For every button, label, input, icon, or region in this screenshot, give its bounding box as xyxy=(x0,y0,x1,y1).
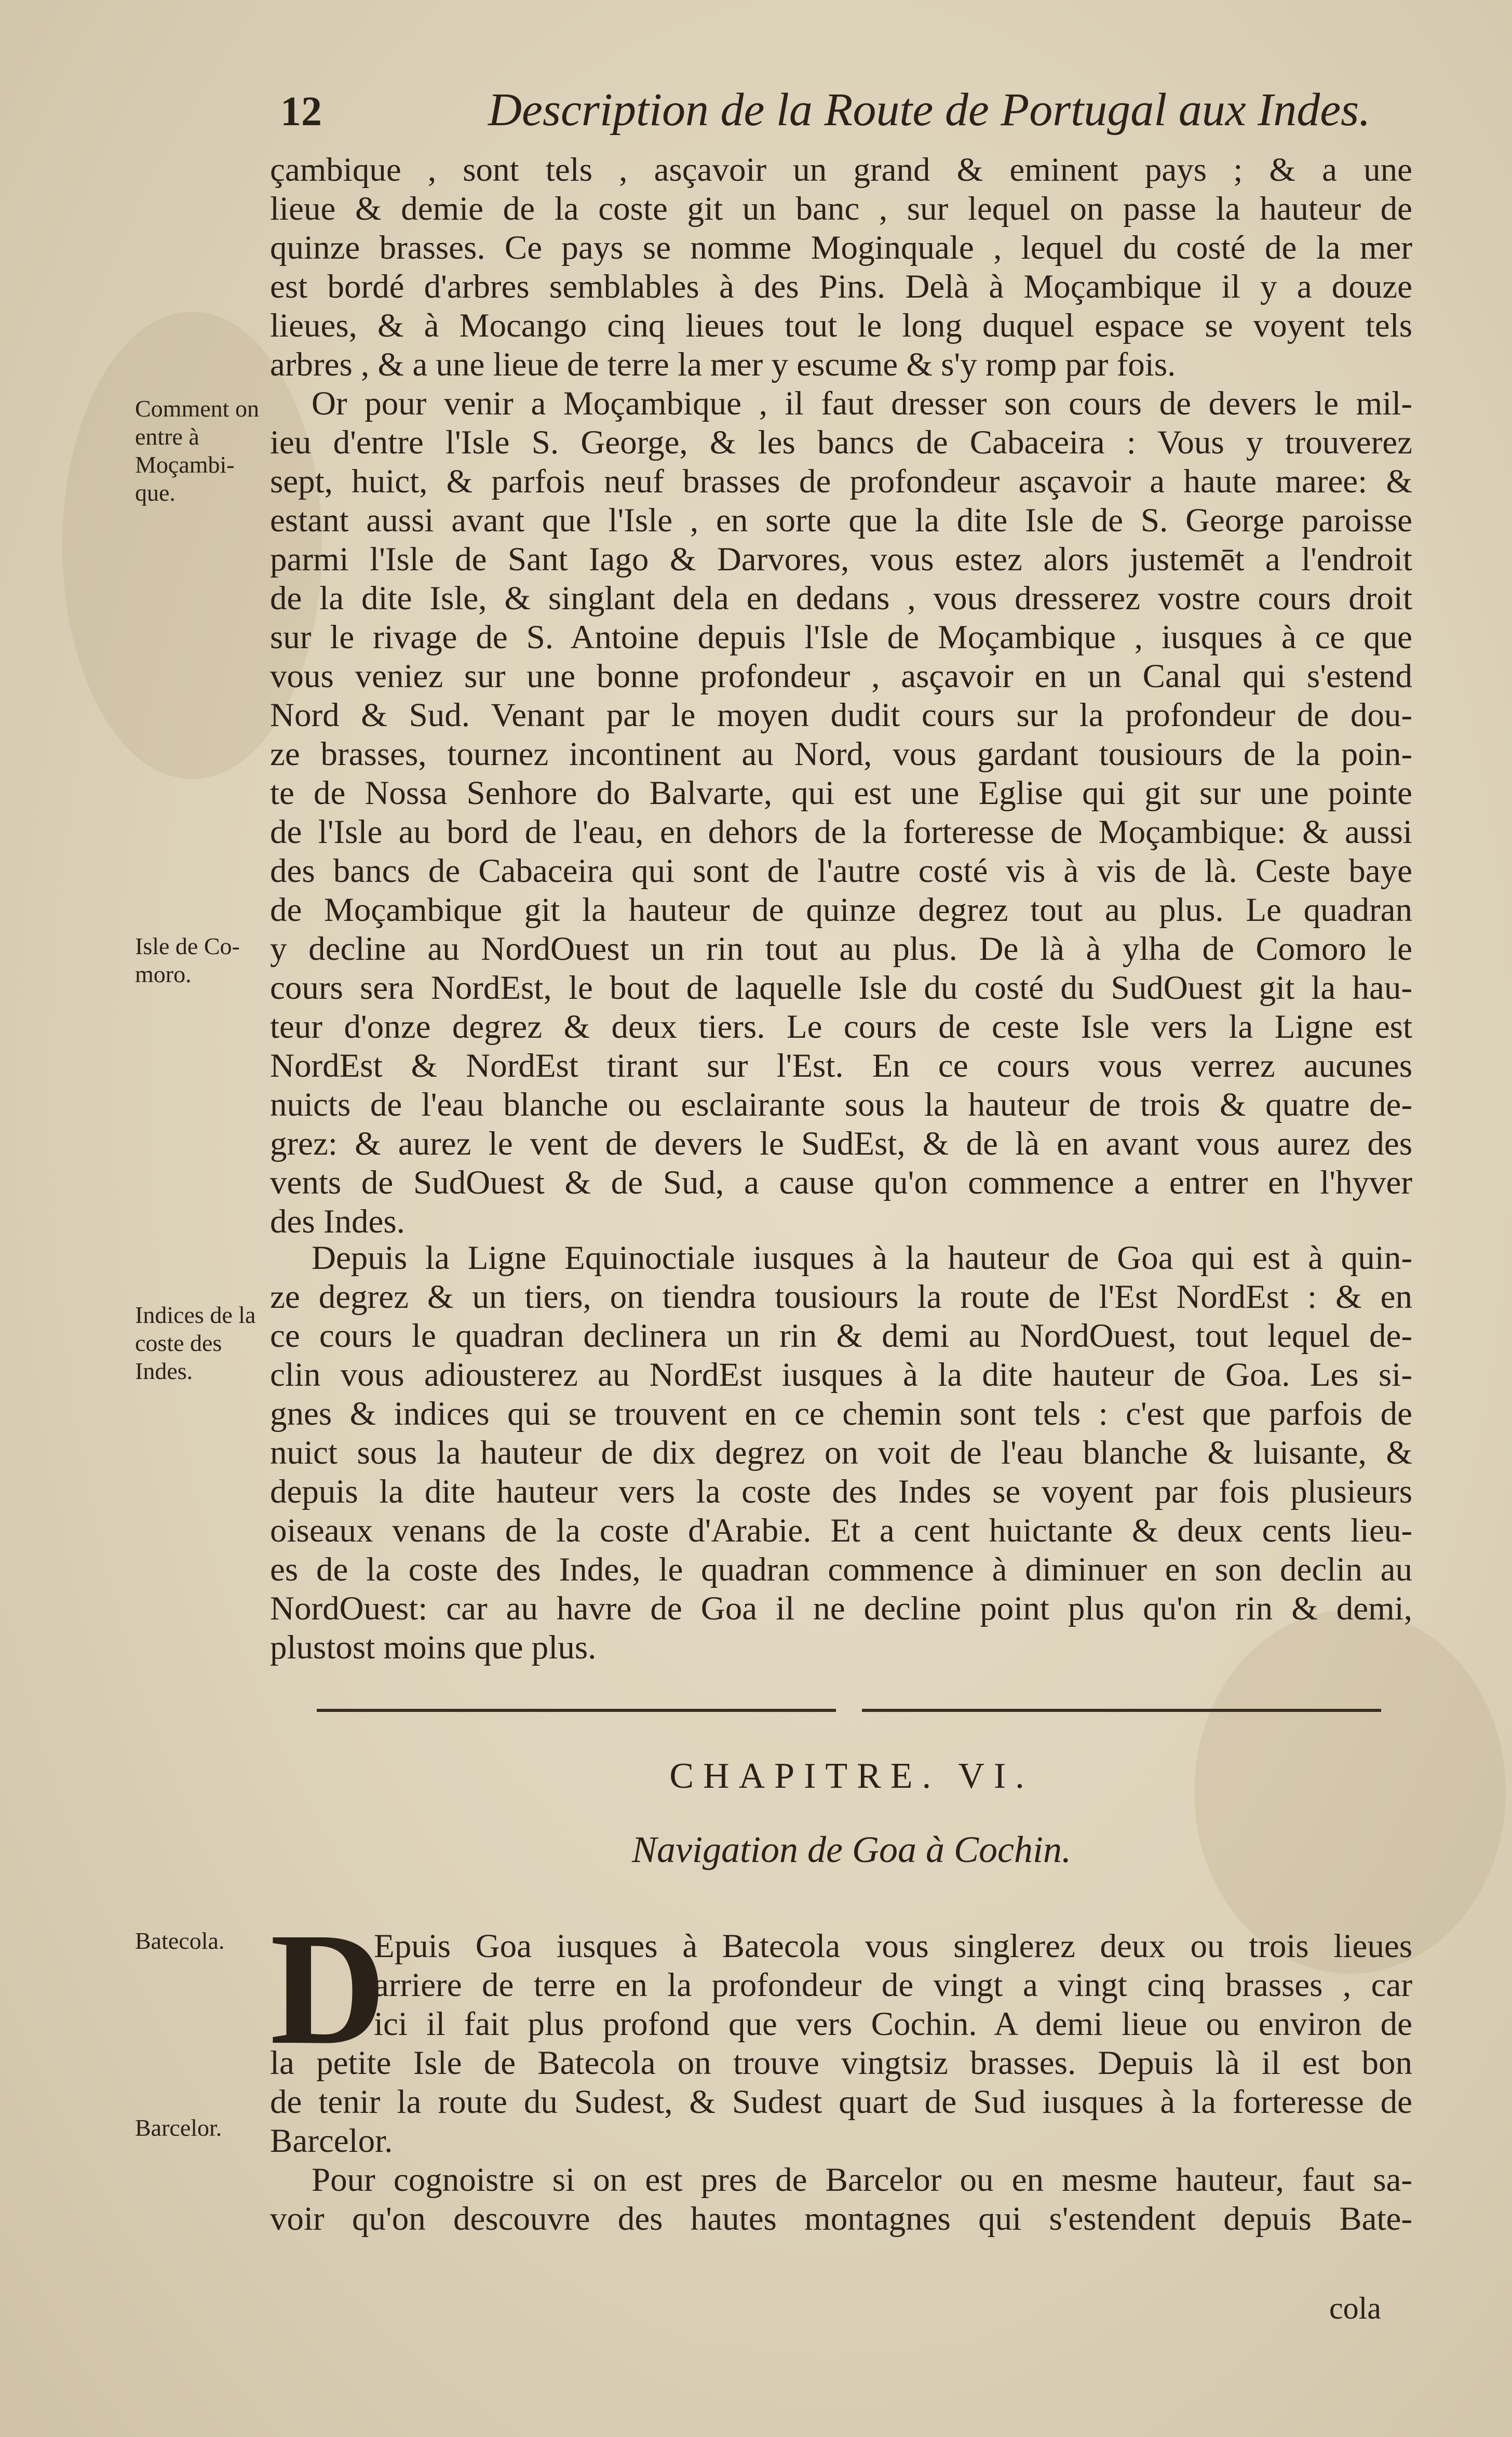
margin-note-barcelor: Barcelor. xyxy=(135,2114,222,2141)
text-line: ce cours le quadran declinera un rin & demi au NordOuest, tout lequel de- xyxy=(270,1317,1412,1355)
text-line: NordEst & NordEst tirant sur l'Est. En ce cours vous verrez aucunes xyxy=(270,1047,1412,1084)
text-line: nuict sous la hauteur de dix degrez on voit de l'eau blanche & luisante, & xyxy=(270,1434,1412,1471)
section-rule xyxy=(862,1709,1381,1712)
text-line: ieu d'entre l'Isle S. George, & les bancs de Cabaceira : Vous y trouverez xyxy=(270,424,1412,461)
text-line: es de la coste des Indes, le quadran commence à diminuer en son declin au xyxy=(270,1551,1412,1588)
text-line: Pour cognoistre si on est pres de Barcelor ou en mesme hauteur, faut sa- xyxy=(312,2161,1412,2199)
text-line: Or pour venir a Moçambique , il faut dresser son cours de devers le mil- xyxy=(312,385,1412,422)
section-rule xyxy=(317,1709,836,1712)
drop-cap: D xyxy=(270,1900,386,2078)
text-line: ici il fait plus profond que vers Cochin. A demi lieue ou environ de xyxy=(374,2005,1412,2043)
margin-note-batecola: Batecola. xyxy=(135,1927,225,1954)
text-line: sept, huict, & parfois neuf brasses de profondeur asçavoir a haute maree: & xyxy=(270,463,1412,500)
text-line: çambique , sont tels , asçavoir un grand & eminent pays ; & a une xyxy=(270,151,1412,189)
text-line: de tenir la route du Sudest, & Sudest quart de Sud iusques à la forteresse de xyxy=(270,2083,1412,2121)
margin-note-comoro: Isle de Co- moro. xyxy=(135,933,240,987)
text-line: de l'Isle au bord de l'eau, en dehors de la forteresse de Moçambique: & aussi xyxy=(270,813,1412,851)
text-line: de la dite Isle, & singlant dela en dedans , vous dresserez vostre cours droit xyxy=(270,580,1412,617)
text-line: la petite Isle de Batecola on trouve vingtsiz brasses. Depuis là il est bon xyxy=(270,2044,1412,2082)
margin-note-mocambique: Comment on entre à Moçambi- que. xyxy=(135,395,259,506)
text-line: quinze brasses. Ce pays se nomme Moginquale , lequel du costé de la mer xyxy=(270,229,1412,266)
text-line: NordOuest: car au havre de Goa il ne decline point plus qu'on rin & demi, xyxy=(270,1590,1412,1627)
text-line: lieues, & à Mocango cinq lieues tout le long duquel espace se voyent tels xyxy=(270,307,1412,344)
text-line: grez: & aurez le vent de devers le SudEst, & de là en avant vous aurez des xyxy=(270,1125,1412,1162)
paragraph-block-3-start xyxy=(374,1927,1412,2044)
text-line: ze degrez & un tiers, on tiendra tousiours la route de l'Est NordEst : & en xyxy=(270,1278,1412,1316)
text-line: parmi l'Isle de Sant Iago & Darvores, vous estez alors justemēt a l'endroit xyxy=(270,541,1412,578)
text-line: des bancs de Cabaceira qui sont de l'autre costé vis à vis de là. Ceste baye xyxy=(270,852,1412,890)
paragraph-block-2 xyxy=(270,1239,1412,1667)
paragraph-block-3-rest xyxy=(270,2044,1412,2239)
text-line: Barcelor. xyxy=(270,2122,393,2160)
text-line: plustost moins que plus. xyxy=(270,1629,597,1666)
text-line: ze brasses, tournez incontinent au Nord, vous gardant tousiours de la poin- xyxy=(270,735,1412,773)
chapter-subtitle: Navigation de Goa à Cochin. xyxy=(632,1829,1071,1870)
text-line: arbres , & a une lieue de terre la mer y escume & s'y romp par fois. xyxy=(270,346,1176,383)
text-line: cours sera NordEst, le bout de laquelle Isle du costé du SudOuest git la hau- xyxy=(270,969,1412,1007)
text-line: oiseaux venans de la coste d'Arabie. Et a cent huictante & deux cents lieu- xyxy=(270,1512,1412,1549)
text-line: sur le rivage de S. Antoine depuis l'Isle de Moçambique , iusques à ce que xyxy=(270,619,1412,656)
text-line: lieue & demie de la coste git un banc , sur lequel on passe la hauteur de xyxy=(270,190,1412,227)
chapter-heading: CHAPITRE. VI. xyxy=(669,1756,1034,1796)
text-line: teur d'onze degrez & deux tiers. Le cours de ceste Isle vers la Ligne est xyxy=(270,1008,1412,1046)
text-line: Nord & Sud. Venant par le moyen dudit cours sur la profondeur de dou- xyxy=(270,697,1412,734)
text-line: voir qu'on descouvre des hautes montagnes qui s'estendent depuis Bate- xyxy=(270,2200,1412,2238)
text-line: Epuis Goa iusques à Batecola vous singlerez deux ou trois lieues xyxy=(374,1927,1412,1965)
paragraph-block-1 xyxy=(270,151,1412,1241)
text-line: arriere de terre en la profondeur de vingt a vingt cinq brasses , car xyxy=(374,1966,1412,2004)
page-header xyxy=(280,78,1433,140)
text-line: estant aussi avant que l'Isle , en sorte que la dite Isle de S. George paroisse xyxy=(270,502,1412,539)
text-line: vous veniez sur une bonne profondeur , asçavoir en un Canal qui s'estend xyxy=(270,658,1412,695)
text-line: Depuis la Ligne Equinoctiale iusques à la hauteur de Goa qui est à quin- xyxy=(312,1239,1412,1277)
catchword: cola xyxy=(1329,2291,1381,2325)
margin-note-indices: Indices de la coste des Indes. xyxy=(135,1302,256,1384)
text-line: des Indes. xyxy=(270,1203,405,1240)
text-line: vents de SudOuest & de Sud, a cause qu'on commence a entrer en l'hyver xyxy=(270,1164,1412,1201)
running-title: Description de la Route de Portugal aux Indes. xyxy=(488,84,1371,136)
text-line: y decline au NordOuest un rin tout au plus. De là à ylha de Comoro le xyxy=(270,930,1412,968)
text-line: est bordé d'arbres semblables à des Pins. Delà à Moçambique il y a douze xyxy=(270,268,1412,305)
text-line: depuis la dite hauteur vers la coste des Indes se voyent par fois plusieurs xyxy=(270,1473,1412,1510)
text-line: clin vous adiousterez au NordEst iusques à la dite hauteur de Goa. Les si- xyxy=(270,1356,1412,1394)
text-line: te de Nossa Senhore do Balvarte, qui est une Eglise qui git sur une pointe xyxy=(270,774,1412,812)
text-line: de Moçambique git la hauteur de quinze degrez tout au plus. Le quadran xyxy=(270,891,1412,929)
page-number: 12 xyxy=(280,89,322,135)
text-line: gnes & indices qui se trouvent en ce chemin sont tels : c'est que parfois de xyxy=(270,1395,1412,1432)
text-line: nuicts de l'eau blanche ou esclairante sous la hauteur de trois & quatre de- xyxy=(270,1086,1412,1123)
